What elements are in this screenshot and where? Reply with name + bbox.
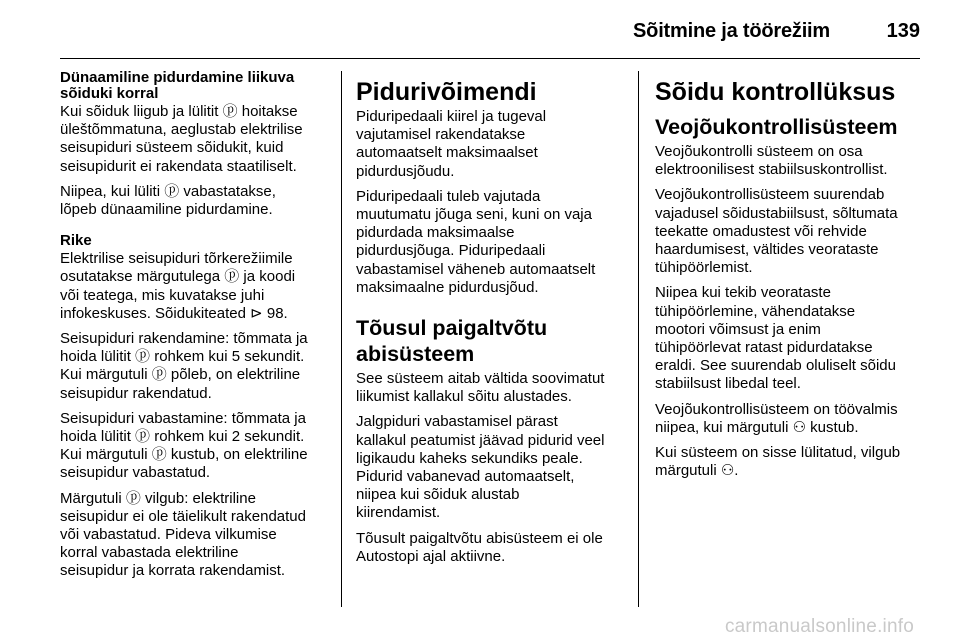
page-number: 139 [886, 20, 920, 42]
page-title: Sõitmine ja töörežiim [633, 20, 830, 42]
paragraph: Veojõukontrollisüsteem suurendab vajadusel sõidustabiilsust, sõltumata teekatte omadustest või rehvide haardumisest, vältides veorataste tühipöörlemist. [655, 186, 898, 277]
watermark-text: carmanualsonline.info [724, 616, 914, 637]
paragraph: Kui süsteem on sisse lülitatud, vilgub märgutuli ⚇. [655, 444, 901, 480]
paragraph: Piduripedaali tuleb vajutada muutumatu jõuga seni, kuni on vaja pidurdada maksimaalse pidurdusjõuga. Piduripedaali vabastamisel väheneb automaatselt maksimaalne pidurdusjõud. [356, 187, 596, 296]
heading-hill-start-assist: Tõusul paigaltvõtu abisüsteem [356, 316, 548, 367]
paragraph: Kui sõiduk liigub ja lülitit ⓟ hoitakse üleštõmmatuna, aeglustab elektrilise seisupiduri süsteem sõidukit, kuid seisupidurit ei rakendata staatiliselt. [60, 103, 303, 175]
header-rule [60, 58, 920, 59]
page-header [60, 0, 920, 58]
column-1 [60, 70, 330, 588]
heading-brake-assist: Pidurivõimendi [356, 78, 537, 106]
paragraph: See süsteem aitab vältida soovimatut liikumist kallakul sõitu alustades. [356, 370, 605, 406]
paragraph: Niipea, kui lüliti ⓟ vabastatakse, lõpeb dünaamiline pidurdamine. [60, 182, 276, 219]
paragraph: Elektrilise seisupiduri tõrkerežiimile osutatakse märgutulega ⓟ ja koodi või teatega, mis kuvatakse juhi infokeskuses. Sõidukiteated ⊳ 98. [60, 250, 296, 322]
paragraph: Veojõukontrolli süsteem on osa elektroonilisest stabiilsuskontrollist. [655, 143, 888, 179]
column-2 [356, 70, 628, 573]
paragraph: Piduripedaali kiirel ja tugeval vajutamisel rakendatakse automaatselt maksimaalset pidurdusjõudu. [356, 108, 547, 180]
paragraph: Seisupiduri rakendamine: tõmmata ja hoida lülitit ⓟ rohkem kui 5 sekundit. Kui märgutuli ⓟ põleb, on elektriline seisupidur rakendatud. [60, 330, 308, 402]
subheading-dynamic-braking: Dünaamiline pidurdamine liikuva sõiduki korral [60, 69, 295, 102]
column-divider-1 [341, 71, 342, 607]
heading-ride-control: Sõidu kontrollüksus [655, 78, 896, 106]
paragraph: Niipea kui tekib veorataste tühipöörlemine, vähendatakse mootori võimsust ja enim tühipöörlevat ratast pidurdatakse eraldi. See suurendab oluliselt sõidu stabiilsust libedal teel. [655, 284, 896, 393]
paragraph: Märgutuli ⓟ vilgub: elektriline seisupidur ei ole täielikult rakendatud või vabastatud. Pideva vilkumise korral vabastada elektriline seisupidur ja korrata rakendamist. [60, 489, 306, 580]
column-3 [655, 70, 923, 487]
paragraph: Tõusult paigaltvõtu abisüsteem ei ole Autostopi ajal aktiivne. [356, 529, 603, 565]
paragraph: Veojõukontrollisüsteem on töövalmis niipea, kui märgutuli ⚇ kustub. [655, 400, 898, 436]
column-divider-2 [638, 71, 639, 607]
subheading-fault: Rike [60, 232, 92, 250]
paragraph: Jalgpiduri vabastamisel pärast kallakul peatumist jäävad pidurid veel ligikaudu kaheks sekundiks peale. Pidurid vabanevad automaatselt, niipea kui sõiduk alustab kiirendamist. [356, 413, 605, 522]
paragraph: Seisupiduri vabastamine: tõmmata ja hoida lülitit ⓟ rohkem kui 2 sekundit. Kui märgutuli ⓟ kustub, on elektriline seisupidur vabastatud. [60, 409, 308, 482]
heading-traction-control: Veojõukontrollisüsteem [655, 115, 898, 139]
